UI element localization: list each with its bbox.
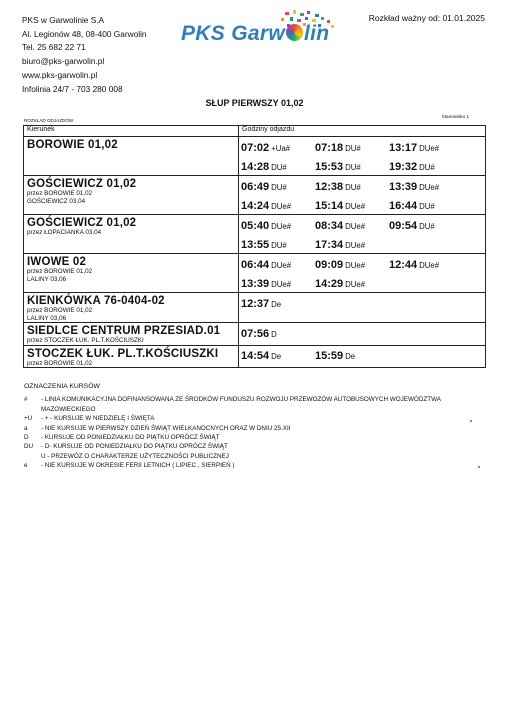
legend-text: - + - KURSUJE W NIEDZIELĘ I ŚWIĘTA [41, 415, 155, 423]
legend-text: MAZOWIECKIEGO [41, 405, 96, 413]
departure-time: 09:54 [389, 219, 418, 232]
departure [241, 324, 315, 342]
legend-text: U - PRZEWÓZ O CHARAKTERZE UŻYTECZNOŚCI PUBLICZNEJ [41, 452, 229, 460]
departure [389, 196, 463, 214]
departure-time: 07:18 [315, 141, 344, 154]
departure-marks: DU# [419, 201, 435, 211]
departure [241, 177, 315, 195]
legend-key: D [24, 434, 29, 442]
departure-marks: De [345, 352, 356, 362]
company-line: www.pks-garwolin.pl [22, 69, 98, 80]
departure-time: 06:44 [241, 258, 270, 271]
departure-time: 06:49 [241, 180, 270, 193]
departure-time: 07:56 [241, 327, 270, 340]
departure-marks: De [271, 352, 282, 362]
departure-time: 19:32 [389, 160, 418, 173]
departure [315, 346, 389, 364]
departure [389, 177, 463, 195]
rozklad-label: ROZKŁAD ODJAZDÓW [24, 118, 74, 123]
departure-marks: D [271, 329, 277, 339]
company-line: Al. Legionów 48, 08-400 Garwolin [22, 28, 147, 39]
company-line: Infolinia 24/7 - 703 280 008 [22, 83, 123, 94]
departure-marks: DU# [419, 221, 435, 231]
legend-item [24, 424, 441, 433]
direction-cell [24, 176, 239, 215]
legend-key: a [24, 424, 28, 432]
logo-circle-icon [286, 24, 303, 41]
legend-item [24, 395, 441, 404]
departure [389, 255, 463, 273]
legend-item [24, 414, 441, 423]
table-row [24, 323, 486, 346]
direction-cell [24, 323, 239, 346]
header-times: Godziny odjazdu [239, 126, 486, 137]
via-stop: przez BOROWIE 01,02 [27, 359, 93, 367]
times-cell [239, 323, 486, 346]
departure-marks: DUe# [345, 240, 366, 250]
departure [241, 216, 315, 234]
departure-time: 12:38 [315, 180, 344, 193]
direction-name: SIEDLCE CENTRUM PRZESIAD.01 [27, 325, 221, 338]
departure-marks: DU# [271, 240, 287, 250]
legend-key: +U [24, 415, 33, 423]
departure [315, 157, 389, 175]
scan-speck [478, 466, 480, 468]
departure [241, 235, 315, 253]
legend-key: e [24, 462, 28, 470]
departure-time: 05:40 [241, 219, 270, 232]
via-stop: przez STOCZEK ŁUK. PL.T.KOŚCIUSZKI [27, 337, 144, 345]
direction-name: KIENKÓWKA 76-0404-02 [27, 295, 165, 307]
times-line [239, 323, 485, 342]
table-header-row [24, 126, 486, 137]
departure-time: 14:54 [241, 350, 270, 363]
departure [389, 216, 463, 234]
legend-text: - LINIA KOMUNIKACYJNA DOFINANSOWANA ZE ŚRODKÓW FUNDUSZU ROZWOJU PRZEWOZÓW AUTOBUSOWYCH WOJEWÓDZTWA [41, 396, 441, 404]
departure [241, 346, 315, 364]
departure-marks: +Ua# [271, 143, 290, 153]
departure-marks: DU# [271, 182, 287, 192]
via-stop: LALINY 03,06 [27, 314, 67, 322]
direction-name: GOŚCIEWICZ 01,02 [27, 217, 137, 229]
legend-item [24, 433, 441, 442]
departure-time: 14:29 [315, 277, 344, 290]
departure-marks: DU# [419, 162, 435, 172]
legend-text: - KURSUJE OD PONIEDZIAŁKU DO PIĄTKU OPRÓCZ ŚWIĄT [41, 434, 220, 442]
table-row [24, 293, 486, 323]
departure-time: 14:28 [241, 160, 270, 173]
departure [389, 157, 463, 175]
via-stop: przez BOROWIE 01,02 [27, 190, 93, 197]
times-cell [239, 137, 486, 176]
departure-time: 17:34 [315, 238, 344, 251]
direction-name: IWOWE 02 [27, 256, 87, 268]
table-row [24, 176, 486, 215]
page-title: SŁUP PIERWSZY 01,02 [205, 98, 304, 108]
legend-item [24, 461, 441, 470]
logo-text-pks: PKS [181, 22, 226, 45]
departure-marks: DUe# [271, 279, 292, 289]
departure [241, 274, 315, 292]
departure [315, 177, 389, 195]
departure-time: 07:02 [241, 141, 270, 154]
via-stop: przez BOROWIE 01,02 [27, 268, 93, 275]
legend-item [24, 405, 441, 414]
timetable-body [24, 137, 486, 368]
departure-marks: DUe# [419, 260, 440, 270]
legend-heading: OZNACZENIA KURSÓW [24, 383, 100, 390]
departure-time: 13:55 [241, 238, 270, 251]
departure-marks: DU# [345, 182, 361, 192]
departure-time: 13:39 [389, 180, 418, 193]
departure-time: 15:53 [315, 160, 344, 173]
departure-marks: DU# [271, 162, 287, 172]
legend-key [24, 452, 41, 461]
pks-garwolin-logo [181, 22, 329, 46]
departure-time: 12:44 [389, 258, 418, 271]
departure-time: 14:24 [241, 199, 270, 212]
via-stop: przez ŁOPACIANKA 03,04 [27, 229, 102, 236]
table-row [24, 345, 486, 368]
direction-name: BOROWIE 01,02 [27, 139, 118, 151]
via-stop: przez BOROWIE 01,02 [27, 307, 93, 314]
logo-text-lin: lin [303, 22, 330, 45]
times-cell [239, 254, 486, 293]
departure-time: 15:59 [315, 350, 344, 363]
scan-speck [470, 420, 472, 422]
departure-marks: DUe# [345, 221, 366, 231]
times-cell [239, 345, 486, 368]
times-line [239, 195, 485, 214]
times-line [239, 215, 485, 234]
logo-text-garw: Garw [231, 22, 285, 45]
departure-marks: DUe# [419, 143, 440, 153]
departure-marks: DU# [345, 162, 361, 172]
table-row [24, 215, 486, 254]
departure-time: 16:44 [389, 199, 418, 212]
legend-item [24, 442, 441, 451]
departure [315, 196, 389, 214]
departure [241, 138, 315, 156]
departure [315, 138, 389, 156]
departure-marks: DUe# [271, 201, 292, 211]
times-cell [239, 176, 486, 215]
table-row [24, 137, 486, 176]
legend-items [24, 395, 441, 470]
departure-marks: DUe# [271, 221, 292, 231]
departure-time: 13:39 [241, 277, 270, 290]
departure-marks: DUe# [345, 279, 366, 289]
times-line [239, 254, 485, 273]
header-direction: Kierunek [24, 126, 239, 137]
departure [241, 196, 315, 214]
departure [315, 235, 389, 253]
legend-item [24, 452, 441, 461]
stanowisko-label: Stanowisko 1 [441, 114, 469, 119]
table-row [24, 254, 486, 293]
direction-cell [24, 345, 239, 368]
times-line [239, 293, 485, 312]
departure-marks: DUe# [345, 260, 366, 270]
legend-key [24, 405, 41, 414]
legend-text: - NIE KURSUJE W PIERWSZY DZIEŃ ŚWIĄT WIELKANOCNYCH ORAZ W DNIU 25.XII [41, 424, 291, 432]
times-line [239, 346, 485, 365]
legend-text: - NIE KURSUJE W OKRESIE FERII LETNICH ( LIPIEC , SIERPIEŃ ) [41, 462, 235, 470]
via-stop: GOŚCIEWICZ 03,04 [27, 197, 86, 205]
departure [315, 274, 389, 292]
departure [241, 157, 315, 175]
times-line [239, 137, 485, 156]
direction-cell [24, 293, 239, 323]
departure [315, 255, 389, 273]
direction-cell [24, 137, 239, 176]
times-line [239, 273, 485, 292]
direction-name: GOŚCIEWICZ 01,02 [27, 178, 137, 190]
company-info [22, 14, 147, 96]
company-line: Tel. 25 682 22 71 [22, 42, 86, 53]
departure [241, 294, 315, 312]
departure-marks: DU# [345, 143, 361, 153]
company-line: PKS w Garwolinie S.A [22, 15, 105, 25]
departure [315, 216, 389, 234]
times-cell [239, 215, 486, 254]
company-line: biuro@pks-garwolin.pl [22, 56, 105, 67]
timetable [23, 125, 486, 368]
direction-cell [24, 254, 239, 293]
departure-time: 12:37 [241, 297, 270, 310]
direction-cell [24, 215, 239, 254]
departure-time: 09:09 [315, 258, 344, 271]
legend-key: DU [24, 443, 34, 451]
legend-text: - D- KURSUJE OD PONIEDZIAŁKU DO PIĄTKU OPRÓCZ ŚWIĄT [41, 443, 228, 451]
departure [389, 138, 463, 156]
times-cell [239, 293, 486, 323]
validity-date: Rozkład ważny od: 01.01.2025 [368, 13, 485, 23]
direction-name: STOCZEK ŁUK. PL.T.KOŚCIUSZKI [27, 347, 219, 360]
via-stop: LALINY 03,06 [27, 275, 67, 283]
times-line [239, 156, 485, 175]
departure-time: 08:34 [315, 219, 344, 232]
departure-time: 13:17 [389, 141, 418, 154]
departure-marks: DUe# [419, 182, 440, 192]
departure-marks: DUe# [271, 260, 292, 270]
times-line [239, 176, 485, 195]
departure-marks: De [271, 299, 282, 309]
legend [24, 382, 441, 471]
departure-time: 15:14 [315, 199, 344, 212]
legend-key: # [24, 396, 28, 404]
departure [241, 255, 315, 273]
departure-marks: DUe# [345, 201, 366, 211]
times-line [239, 234, 485, 253]
